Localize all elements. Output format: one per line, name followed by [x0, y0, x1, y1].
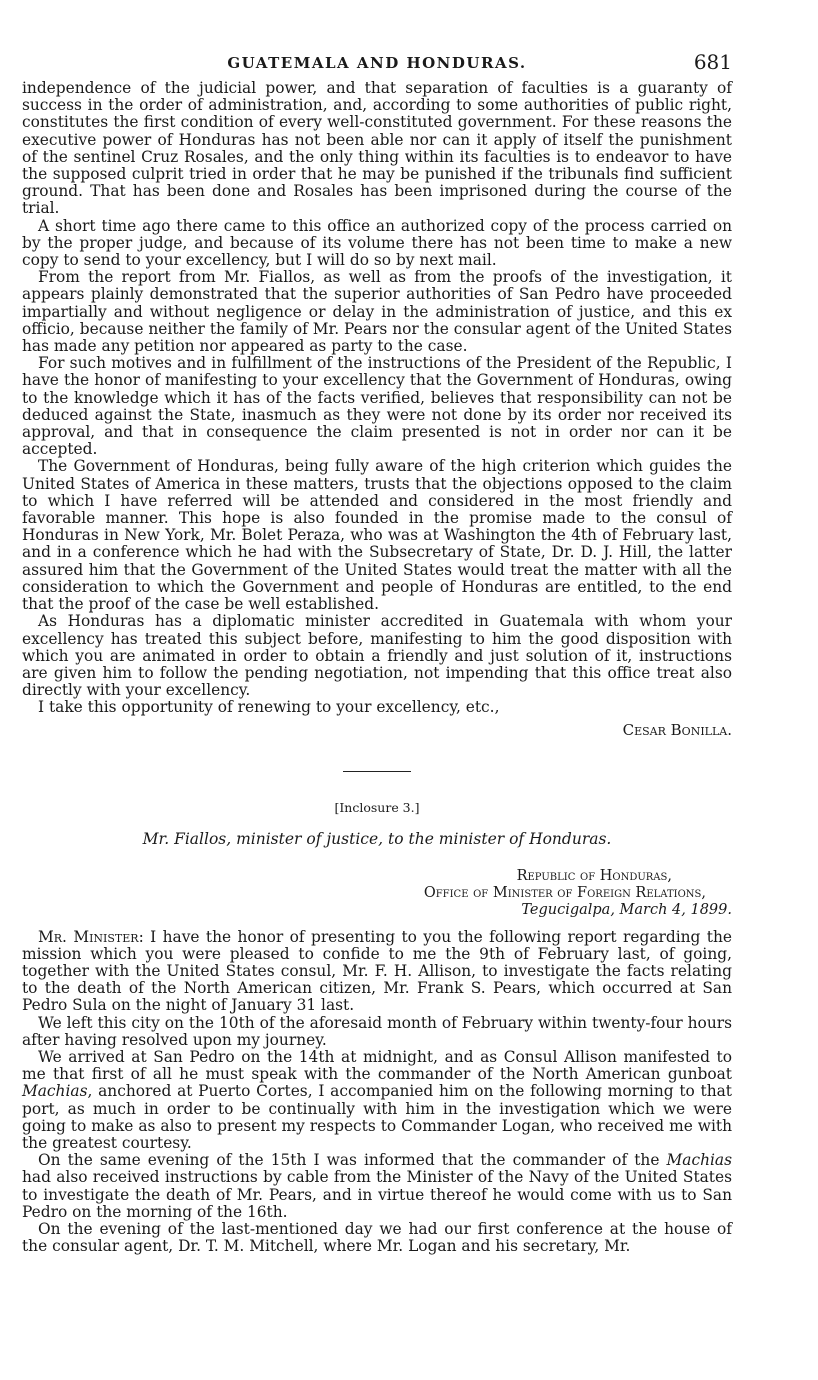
letter-paragraph: A short time ago there came to this office an authorized copy of the process carried on by the proper judge, and because of its volume there has not been time to make a new copy to send to your excellency, but I will do so by next mail.	[22, 216, 732, 270]
report-paragraph	[22, 1049, 732, 1152]
report-text: , anchored at Puerto Cortes, I accompanied him on the following morning to that port, as much in order to be continually with him in the investigation which we were going to make as also to present my respects to Commander Logan, who received me with the greatest courtesy.	[22, 1082, 732, 1152]
dateline: Tegucigalpa, March 4, 1899.	[521, 901, 732, 918]
signature: Cesar Bonilla.	[622, 720, 732, 739]
address-line-republic: Republic of Honduras,	[516, 867, 672, 884]
letter-paragraph: As Honduras has a diplomatic minister accredited in Guatemala with whom your excellency has treated this subject before, manifesting to him the good disposition with which you are animated in order to obtain a friendly and just solution of it, instructions are given him to follow the pending negotiation, not impending that this office treat also directly with your excellency.	[22, 612, 732, 700]
inclosure-label: [Inclosure 3.]	[334, 799, 420, 815]
report-paragraph: We left this city on the 10th of the aforesaid month of February within twenty-four hours after having resolved upon my journey.	[22, 1013, 732, 1049]
report-paragraph	[22, 1152, 732, 1221]
letter-paragraph: The Government of Honduras, being fully aware of the high criterion which guides the United States of America in these matters, trusts that the objections opposed to the claim to which I have referred will be attended and considered in the most friendly and favorable manner. This hope is also founded in the promise made to the consul of Honduras in New York, Mr. Bolet Peraza, who was at Washington the 4th of February last, and in a conference which he had with the Subsecretary of State, Dr. D. J. Hill, the latter assured him that the Government of the United States would treat the matter with all the consideration to which the Government and people of Honduras are entitled, to the end that the proof of the case be well established.	[22, 457, 732, 614]
page-number: 681	[693, 50, 732, 74]
report-text: had also received instructions by cable from the Minister of the Navy of the United States to investigate the death of Mr. Pears, and in virtue thereof he would come with us to San Pedro on the morning of the 16th.	[22, 1168, 732, 1221]
document-page	[22, 50, 732, 1255]
letter-paragraph: From the report from Mr. Fiallos, as well as from the proofs of the investigation, it appears plainly demonstrated that the superior authorities of San Pedro have proceeded impartially and without negligence or delay in the administration of justice, and this ex officio, because neither the family of Mr. Pears nor the consular agent of the United States has made any petition nor appeared as party to the case.	[22, 268, 732, 356]
letter-paragraph: I take this opportunity of renewing to your excellency, etc.,	[38, 698, 500, 717]
report-paragraph	[22, 929, 732, 1015]
report-text: I have the honor of presenting to you the following report regarding the mission which you were pleased to confide to me the 9th of February last, of going, together with the United States consul, Mr. F. H. Allison, to investigate the facts relating to the death of the North American citizen, Mr. Frank S. Pears, which occurred at San Pedro Sula on the night of January 31 last.	[22, 927, 732, 1015]
address-block	[22, 868, 732, 919]
report-paragraph: On the evening of the last-mentioned day we had our first conference at the house of the consular agent, Dr. T. M. Mitchell, where Mr. Logan and his secretary, Mr.	[22, 1219, 732, 1256]
salutation: Mr. Minister:	[38, 927, 144, 946]
section-divider	[343, 771, 411, 772]
ship-name: Machias	[22, 1082, 88, 1101]
report-body	[22, 929, 732, 1256]
report-text: We arrived at San Pedro on the 14th at midnight, and as Consul Allison manifested to me that first of all he must speak with the commander of the North American gunboat	[22, 1047, 732, 1084]
letter-paragraph: independence of the judicial power, and that separation of faculties is a guaranty of success in the order of administration, and, according to some authorities of public right, constitutes the first condition of every well-constituted government. For these reasons the executive power of Honduras has not been able nor can it apply of itself the punishment of the sentinel Cruz Rosales, and the only thing within its faculties is to endeavor to have the supposed culprit tried in order that he may be punished if the tribunals find sufficient ground. That has been done and Rosales has been imprisoned during the course of the trial.	[22, 79, 732, 218]
document-heading: Mr. Fiallos, minister of justice, to the minister of Honduras.	[142, 829, 612, 848]
address-line-office: Office of Minister of Foreign Relations,	[423, 884, 706, 901]
report-text: On the same evening of the 15th I was informed that the commander of the	[38, 1151, 667, 1170]
letter-paragraph: For such motives and in fulfillment of the instructions of the President of the Republic, I have the honor of manifesting to your excellency that the Government of Honduras, owing to the knowledge which it has of the facts verified, believes that responsibility can not be deduced against the State, inasmuch as they were not done by its order nor received its approval, and that in consequence the claim presented is not in order nor can it be accepted.	[22, 354, 732, 459]
running-head	[22, 50, 732, 80]
ship-name: Machias	[666, 1151, 732, 1170]
running-title: GUATEMALA AND HONDURAS.	[227, 54, 527, 72]
letter-body	[22, 80, 732, 741]
